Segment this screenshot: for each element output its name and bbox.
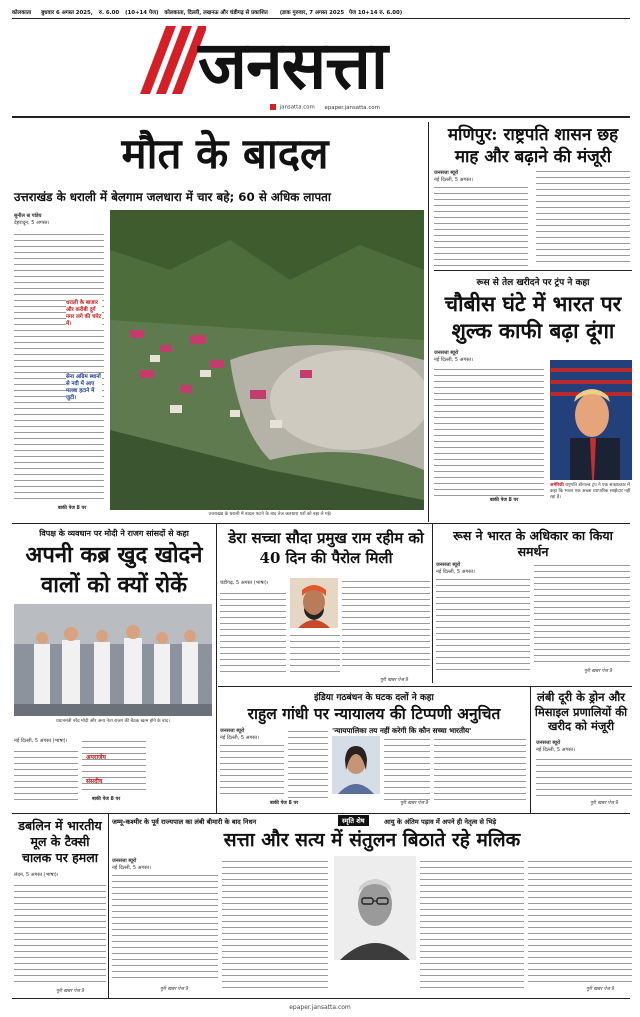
russia-byline: जनसत्ता ब्यूरो	[436, 562, 461, 568]
price-label: रु. 6.00	[98, 10, 120, 16]
rahul-byline-block	[220, 728, 259, 741]
manipur-body-left	[434, 184, 528, 266]
trump-caption-text: राष्ट्रपति डोनाल्ड ट्रंप ने एक साक्षात्कार में कहा कि भारत एक अच्छा व्यापारिक साझेदार नहीं रहा है।	[550, 483, 631, 500]
malik-kicker: जम्मू-कश्मीर के पूर्व राज्यपाल का लंबी बीमारी के बाद निधन	[112, 818, 257, 826]
lead-body-text	[14, 231, 104, 501]
trump-byline-block	[434, 350, 473, 363]
dublin-body	[14, 882, 106, 986]
rahul-body-left2	[288, 728, 328, 798]
site-link-1[interactable]: jansatta.com	[279, 104, 315, 111]
published-label: कोलकाता, दिल्ली, लखनऊ और चंडीगढ़ से प्रकाशित	[164, 10, 268, 16]
priyanka-portrait-image	[332, 736, 380, 794]
date-label: बुधवार 6 अगस्त 2025,	[41, 10, 93, 16]
sansad-label: संसदीय	[86, 778, 103, 785]
trump-caption-bold: अमेरिकी	[550, 483, 564, 488]
rahul-body-mid	[384, 736, 430, 800]
modi-photo	[14, 604, 212, 716]
ramrahim-portrait-image	[290, 578, 338, 628]
manipur-body-right	[536, 168, 630, 266]
modi-body-1	[14, 748, 78, 802]
trump-continue[interactable]: बाकी पेज 8 पर	[490, 498, 519, 503]
drones-place: नई दिल्ली, 5 अगस्त।	[536, 746, 575, 753]
rahul-continue[interactable]: बाकी पेज 8 पर	[270, 801, 299, 806]
malik-continue[interactable]: पूरी खबर पेज 9	[160, 987, 189, 992]
manipur-byline: जनसत्ता ब्यूरो	[434, 170, 459, 176]
malik-body-1	[112, 872, 218, 980]
lead-photo	[110, 210, 424, 510]
lead-kicker: मौत के बादल	[121, 129, 329, 178]
rahul-top-rule	[218, 686, 632, 687]
drones-body	[536, 756, 632, 800]
col-divider-4	[530, 687, 531, 813]
mail-label: (डाक गुरुवार, 7 अगस्त 2025	[279, 10, 345, 16]
manipur-place: नई दिल्ली, 5 अगस्त।	[434, 176, 473, 183]
russia-continue[interactable]: पूरी खबर पेज 9	[584, 669, 613, 674]
trump-caption	[550, 483, 632, 501]
masthead-bottom-rule	[12, 116, 630, 118]
rahul-headline: राहुल गांधी पर न्यायालय की टिप्पणी अनुचित	[247, 704, 501, 723]
lead-overlay-quote: सेना अग्रिम स्थानों से नदी में आए मलबा हटाने में जुटी।	[66, 374, 101, 401]
col-divider-1	[428, 122, 429, 522]
pages-label: (10+14 पेज)	[125, 10, 159, 16]
dublin-headline: डबलिन में भारतीय मूल के टैक्सी चालक पर हमला	[18, 818, 102, 865]
russia-body-left	[436, 576, 530, 670]
modi-caption: प्रधानमंत्री नरेंद्र मोदी और अन्य नेता राजग की बैठक खत्म होने के बाद।	[56, 719, 170, 724]
malik-body-3	[420, 858, 524, 990]
lead-sidebar-quote: धराली के बाजार और करीबी दुर्ग नगर लगे की चपेट में।	[66, 300, 102, 327]
trump-kicker: रूस से तेल खरीदने पर ट्रंप ने कहा	[476, 278, 590, 288]
dublin-byline: लंदन, 5 अगस्त (भाषा)।	[14, 872, 59, 878]
lead-headline: उत्तराखंड के धराली में बेलगाम जलधारा में चार बहे; 60 से अधिक लापता	[14, 190, 331, 204]
malik-byline-block	[112, 858, 151, 871]
ramrahim-body-under	[290, 632, 340, 672]
russia-headline: रूस ने भारत के अधिकार का किया समर्थन	[453, 528, 613, 559]
modi-kicker: विपक्ष के व्यवधान पर मोदी ने राजग सांसदों से कहा	[39, 529, 189, 538]
site-link-2[interactable]: epaper.jansatta.com	[324, 104, 380, 111]
drones-byline-block	[536, 740, 575, 753]
masthead-dateline	[12, 8, 632, 18]
mid-rule-1	[12, 523, 630, 524]
rahul-byline: जनसत्ता ब्यूरो	[220, 728, 245, 734]
malik-body-4	[528, 858, 632, 982]
rahul-continue-2[interactable]: पूरी खबर पेज 9	[400, 801, 429, 806]
malik-tag: स्मृति शेष	[338, 815, 369, 826]
malik-byline: जनसत्ता ब्यूरो	[112, 858, 137, 864]
lead-byline: सुनील स्र पांडेय	[14, 213, 42, 219]
logo-wordmark: जनसत्ता	[198, 26, 387, 104]
modi-continue[interactable]: बाकी पेज 8 पर	[92, 797, 121, 802]
sansad-strip	[86, 768, 214, 787]
manipur-headline: मणिपुर: राष्ट्रपति शासन छह माह और बढ़ाने की मंजूरी	[447, 125, 619, 167]
ramrahim-body-left	[220, 590, 286, 674]
malik-photo	[334, 856, 416, 960]
col-divider-3	[432, 523, 433, 683]
malik-continue-2[interactable]: पूरी खबर पेज 9	[586, 987, 615, 992]
russia-byline-block	[436, 562, 475, 575]
modi-byline: नई दिल्ली, 5 अगस्त (भाषा)।	[14, 738, 68, 744]
modi-headline: अपनी कब्र खुद खोदने वालों को क्यों रोकें	[25, 542, 203, 598]
russia-body-right	[534, 562, 630, 666]
trump-headline: चौबीस घंटे में भारत पर शुल्क काफी बढ़ा दूंगा	[444, 291, 622, 343]
manipur-byline-block	[434, 170, 473, 183]
flood-scene-image	[110, 210, 424, 510]
drones-byline: जनसत्ता ब्यूरो	[536, 740, 561, 746]
malik-portrait-image	[334, 856, 416, 960]
logo-stripes-icon	[136, 26, 206, 96]
dublin-continue[interactable]: पूरी खबर पेज 9	[56, 989, 85, 994]
ramrahim-photo	[290, 578, 338, 628]
site-links	[270, 104, 380, 111]
ramrahim-body-right	[342, 578, 430, 670]
russia-place: नई दिल्ली, 5 अगस्त।	[436, 568, 475, 575]
mid-rule-2	[12, 813, 630, 814]
ramrahim-continue[interactable]: पूरी खबर पेज 9	[380, 678, 409, 683]
trump-body	[434, 366, 544, 496]
rahul-body-left	[220, 742, 284, 794]
malik-headline: सत्ता और सत्य में संतुलन बिठाते रहे मलिक	[223, 829, 521, 851]
col-divider-5	[108, 813, 109, 998]
trump-place: नई दिल्ली, 5 अगस्त।	[434, 356, 473, 363]
trump-byline: जनसत्ता ब्यूरो	[434, 350, 459, 356]
trump-photo	[550, 360, 632, 480]
rahul-photo	[332, 736, 380, 794]
lead-place: देहरादून, 5 अगस्त।	[14, 219, 50, 226]
site-icon	[270, 104, 276, 110]
malik-body-2	[222, 858, 328, 990]
lead-byline-block	[14, 213, 104, 226]
logo[interactable]	[136, 22, 506, 104]
footer-rule	[12, 998, 630, 999]
trump-portrait-image	[550, 360, 632, 480]
rahul-body-right	[434, 736, 526, 800]
aparajit-label: अपराजेय	[86, 754, 106, 761]
modi-group-image	[14, 604, 212, 716]
footer-site[interactable]: epaper.jansatta.com	[289, 1004, 351, 1011]
col-divider-2	[216, 523, 217, 813]
lead-caption: उत्तराखंड के धराली में बादल फटने के बाद तेज जलधारा घरों को बहा ले गई।	[208, 512, 332, 517]
rahul-kicker: इंडिया गठबंधन के घटक दलों ने कहा	[314, 693, 434, 703]
aparajit-strip	[86, 744, 214, 763]
manipur-bottom-rule	[434, 270, 632, 271]
rahul-quote: 'न्यायपालिका तय नहीं करेगी कि कौन सच्चा भारतीय'	[332, 726, 472, 735]
ramrahim-headline: डेरा सच्चा सौदा प्रमुख राम रहीम को 40 दिन की पैरोल मिली	[228, 529, 424, 567]
edition-label: कोलकाता	[12, 10, 32, 16]
lead-continue[interactable]: बाकी पेज 8 पर	[58, 506, 87, 511]
malik-place: नई दिल्ली, 5 अगस्त।	[112, 864, 151, 871]
pages-right-label: पेज 10+14 रु. 6.00)	[348, 10, 403, 16]
rahul-place: नई दिल्ली, 5 अगस्त।	[220, 734, 259, 741]
drones-headline: लंबी दूरी के ड्रोन और मिसाइल प्रणालियों की खरीद को मंजूरी	[534, 690, 628, 733]
drones-continue[interactable]: पूरी खबर पेज 9	[590, 801, 619, 806]
malik-kicker-right: आयु के अंतिम पड़ाव में अपने ही नेतृत्व से भिड़े	[384, 818, 497, 826]
ramrahim-byline: चंडीगढ़, 5 अगस्त (भाषा)।	[220, 580, 269, 586]
